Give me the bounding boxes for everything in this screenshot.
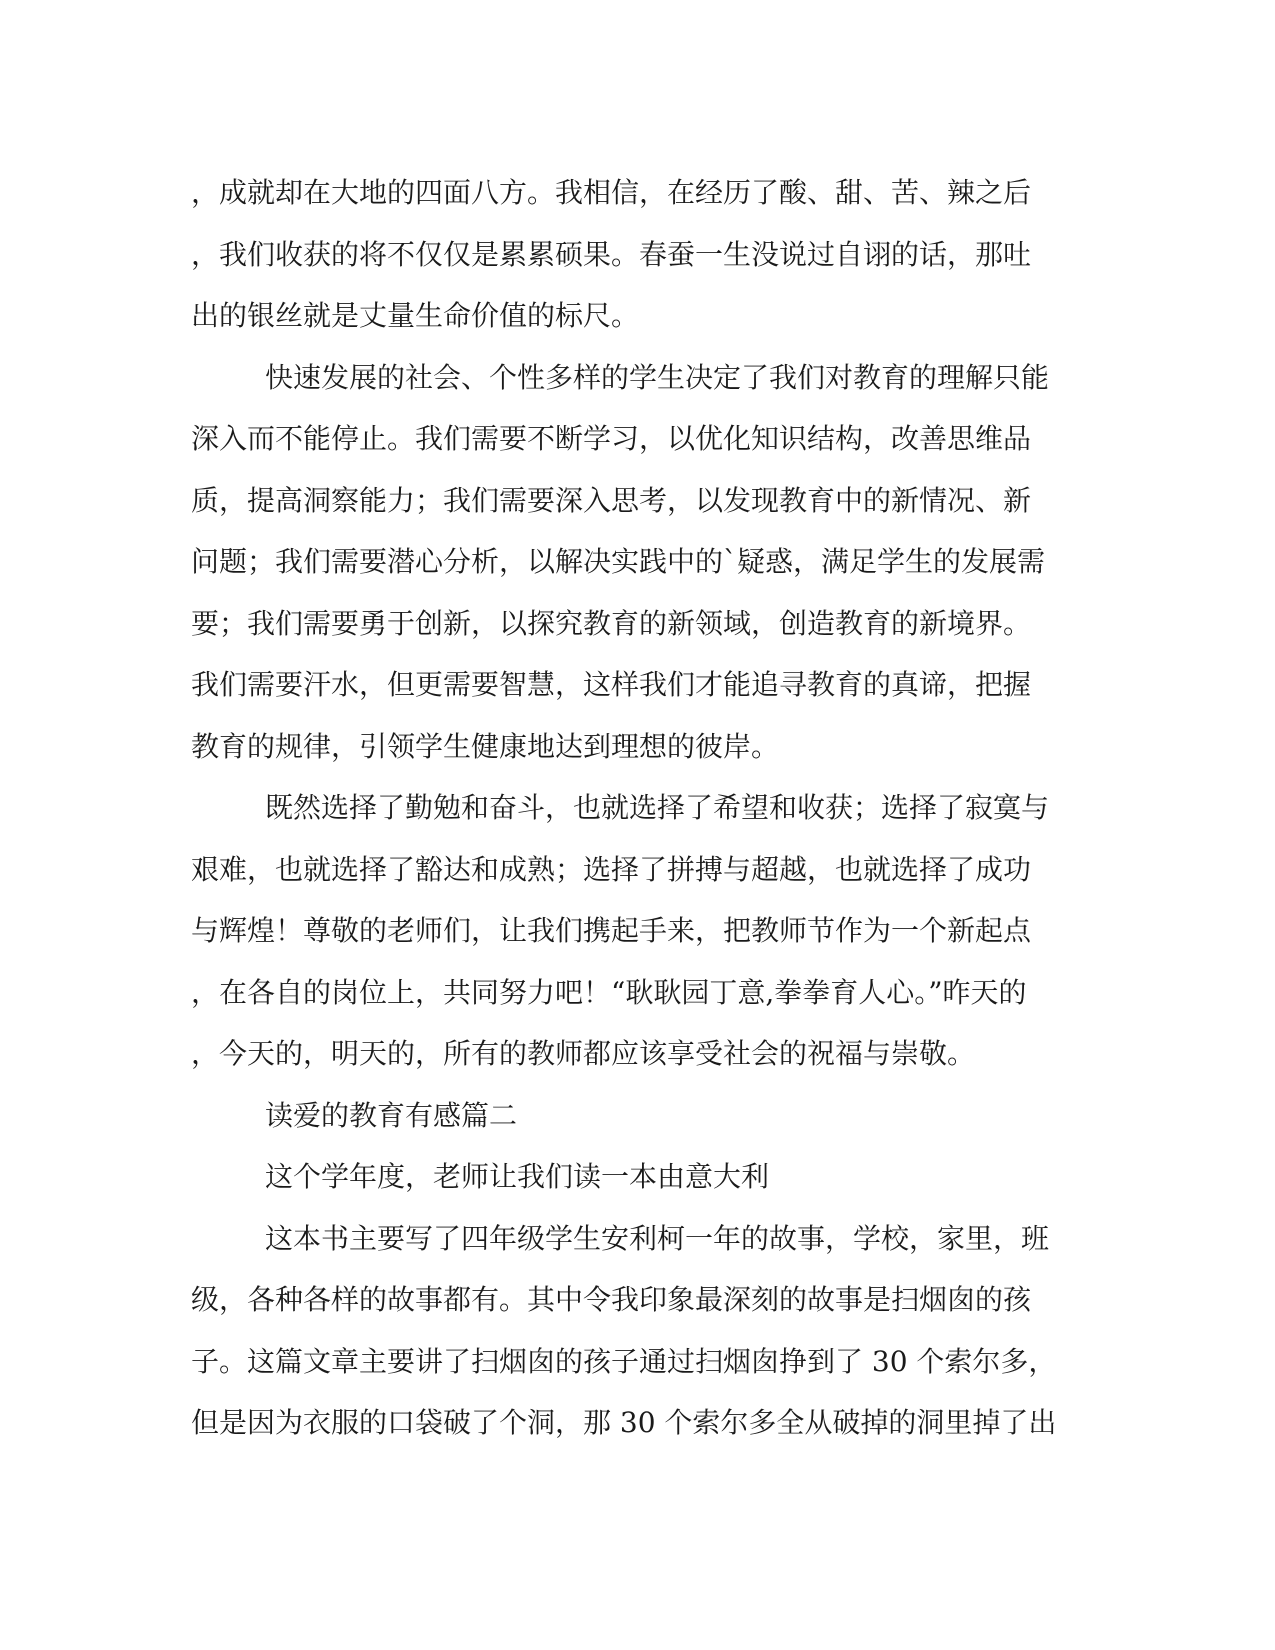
text-line: 艰难，也就选择了豁达和成熟；选择了拼搏与超越，也就选择了成功 [191, 852, 1032, 886]
paragraph-start-line: 这本书主要写了四年级学生安利柯一年的故事，学校，家里，班 [265, 1221, 1050, 1255]
text-line: 要；我们需要勇于创新，以探究教育的新领域，创造教育的新境界。 [191, 606, 1032, 640]
text-line: 级，各种各样的故事都有。其中令我印象最深刻的故事是扫烟囱的孩 [191, 1283, 1032, 1316]
paragraph-start-line: 既然选择了勤勉和奋斗，也就选择了希望和收获；选择了寂寞与 [265, 791, 1050, 824]
text-line: 但是因为衣服的口袋破了个洞，那 30 个索尔多全从破掉的洞里掉了出 [191, 1406, 1057, 1439]
text-line: ，在各自的岗位上，共同努力吧！“耿耿园丁意,拳拳育人心。”昨天的 [191, 975, 1027, 1009]
section-heading: 读爱的教育有感篇二 [265, 1098, 518, 1132]
document-body [191, 162, 1091, 1454]
text-line: ，成就却在大地的四面八方。我相信，在经历了酸、甜、苦、辣之后 [191, 176, 1032, 209]
text-line: 质，提高洞察能力；我们需要深入思考，以发现教育中的新情况、新 [191, 483, 1032, 517]
text-line: 与辉煌！尊敬的老师们，让我们携起手来，把教师节作为一个新起点 [191, 914, 1032, 947]
text-line: 教育的规律，引领学生健康地达到理想的彼岸。 [191, 729, 780, 763]
text-line: ，我们收获的将不仅仅是累累硕果。春蚕一生没说过自诩的话，那吐 [191, 237, 1032, 271]
paragraph-start-line: 这个学年度，老师让我们读一本由意大利 [265, 1160, 770, 1193]
text-line: ，今天的，明天的，所有的教师都应该享受社会的祝福与崇敬。 [191, 1037, 976, 1070]
text-line: 子。这篇文章主要讲了扫烟囱的孩子通过扫烟囱挣到了 30 个索尔多， [191, 1344, 1057, 1378]
text-line: 我们需要汗水，但更需要智慧，这样我们才能追寻教育的真谛，把握 [191, 668, 1032, 701]
text-line: 深入而不能停止。我们需要不断学习，以优化知识结构，改善思维品 [191, 422, 1032, 455]
text-line: 出的银丝就是丈量生命价值的标尺。 [191, 299, 640, 332]
text-line: 问题；我们需要潜心分析，以解决实践中的`疑惑，满足学生的发展需 [191, 545, 1046, 578]
paragraph-start-line: 快速发展的社会、个性多样的学生决定了我们对教育的理解只能 [265, 360, 1050, 394]
